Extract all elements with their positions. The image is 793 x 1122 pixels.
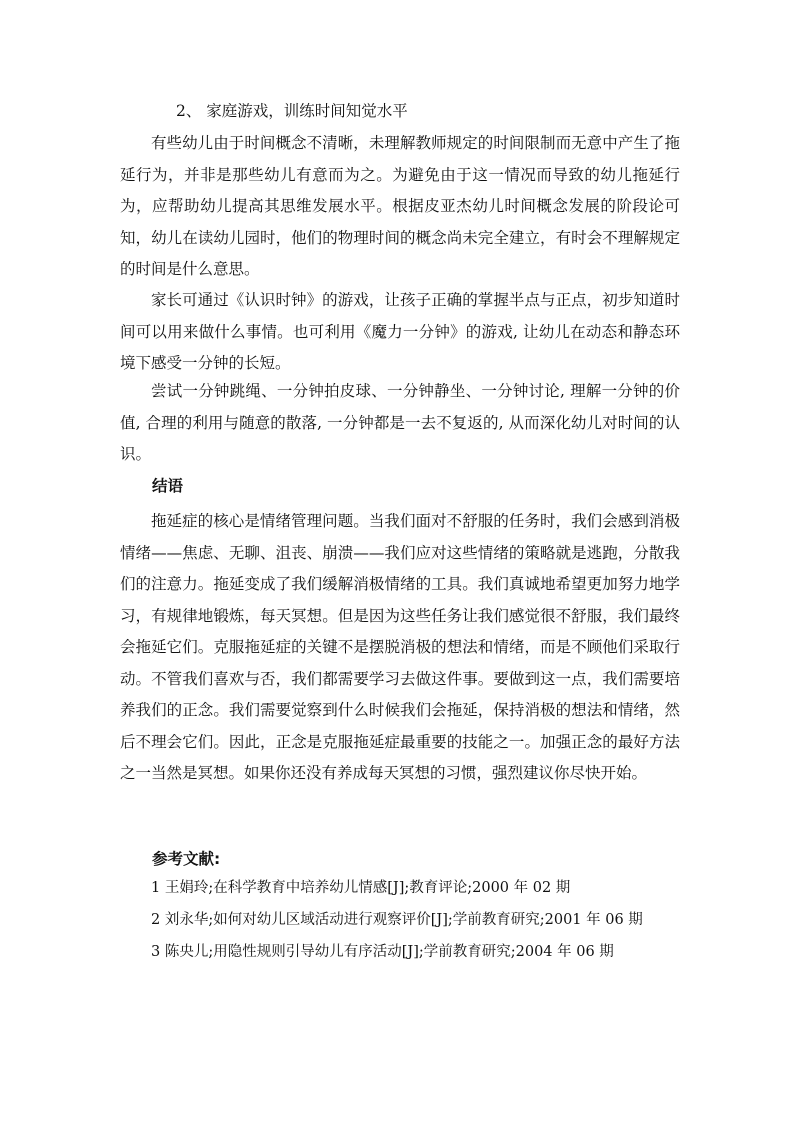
section-subheading: 2、 家庭游戏，训练时间知觉水平 — [176, 102, 408, 120]
conclusion-heading: 结语 — [152, 477, 184, 495]
paragraph-time-concept: 有些幼儿由于时间概念不清晰，未理解教师规定的时间限制而无意中产生了拖延行为，并非是那些幼儿有意而为之。为避免由于这一情况而导致的幼儿拖延行为，应帮助幼儿提高其思维发展水平。根据皮亚杰幼儿时间概念发展的阶段论可知，幼儿在读幼儿园时，他们的物理时间的概念尚未完全建立，有时会不理解规定的时间是什么意思。 — [120, 134, 680, 278]
references-heading: 参考文献: — [152, 850, 221, 868]
reference-item: 2 刘永华;如何对幼儿区域活动进行观察评价[J];学前教育研究;2001 年 06 期 — [151, 912, 643, 928]
paragraph-one-minute: 尝试一分钟跳绳、一分钟拍皮球、一分钟静坐、一分钟讨论, 理解一分钟的价值, 合理的利用与随意的散落, 一分钟都是一去不复返的, 从而深化幼儿对时间的认识。 — [120, 382, 680, 463]
conclusion-paragraph: 拖延症的核心是情绪管理问题。当我们面对不舒服的任务时，我们会感到消极情绪——焦虑、无聊、沮丧、崩溃——我们应对这些情绪的策略就是逃跑，分散我们的注意力。拖延变成了我们缓解消极情绪的工具。我们真诚地希望更加努力地学习，有规律地锻炼，每天冥想。但是因为这些任务让我们感觉很不舒服，我们最终会拖延它们。克服拖延症的关键不是摆脱消极的想法和情绪，而是不顾他们采取行动。不管我们喜欢与否，我们都需要学习去做这件事。要做到这一点，我们需要培养我们的正念。我们需要觉察到什么时候我们会拖延，保持消极的想法和情绪，然后不理会它们。因此，正念是克服拖延症最重要的技能之一。加强正念的最好方法之一当然是冥想。如果你还没有养成每天冥想的习惯，强烈建议你尽快开始。 — [120, 512, 680, 782]
paragraph-clock-game: 家长可通过《认识时钟》的游戏，让孩子正确的掌握半点与正点，初步知道时间可以用来做什么事情。也可利用《魔力一分钟》的游戏, 让幼儿在动态和静态环境下感受一分钟的长短。 — [120, 291, 680, 372]
reference-item: 1 王娟玲;在科学教育中培养幼儿情感[J];教育评论;2000 年 02 期 — [151, 880, 571, 896]
reference-item: 3 陈央儿;用隐性规则引导幼儿有序活动[J];学前教育研究;2004 年 06 期 — [151, 944, 614, 960]
references-list — [120, 872, 680, 968]
